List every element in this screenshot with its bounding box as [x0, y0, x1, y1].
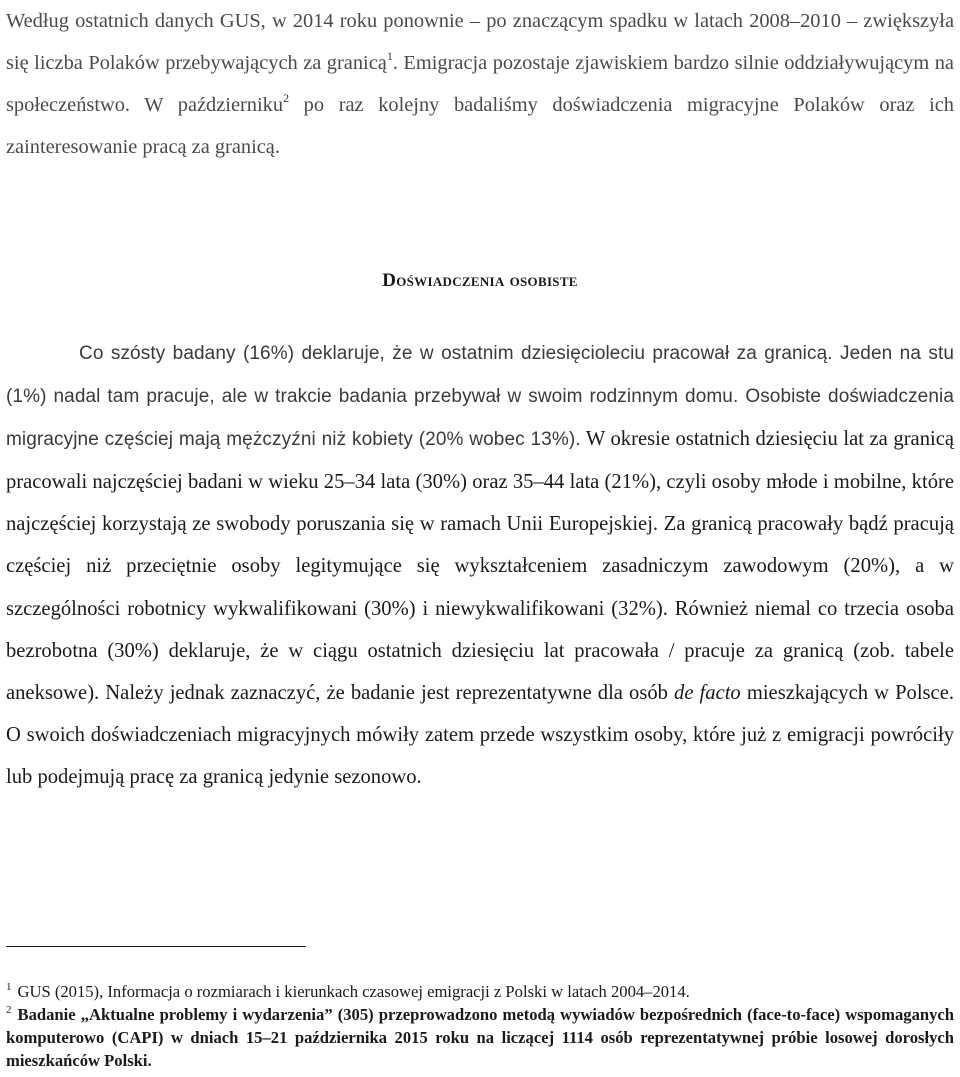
- body-sentence-2: W okresie ostatnich dziesięciu lat za granicą pracowali najczęściej badani w wieku 25–34 lata (30%) oraz 35–44 lata (21%), czyli osoby młode i mobilne, które najczęściej korzystają ze swobody poruszania się w ramach Unii Europejskiej.: [6, 428, 954, 536]
- body-sentence-3: Za granicą pracowały bądź pracują częściej niż przeciętnie osoby legitymujące się wykształceniem zasadniczym zawodowym (20%), a w szczególności robotnicy wykwalifikowani (30%) i niewykwalifikowani (32%). Również niemal co trzecia osoba bezrobotna (30%) deklaruje, że w ciągu ostatnich dziesięciu lat pracowała / pracuje za granicą (zob. tabele aneksowe).: [6, 513, 955, 704]
- footnote-text-2: Badanie „Aktualne problemy i wydarzenia” (305) przeprowadzono metodą wywiadów bezpośrednich (face-to-face) wspomaganych komputerowo (CAPI) w dniach 15–21 października 2015 roku na liczącej 1114 osób reprezentatywnej próbie losowej dorosłych mieszkańców Polski.: [6, 1005, 954, 1070]
- footnote-separator: [6, 946, 306, 947]
- body-sentence-4a: Należy jednak zaznaczyć, że badanie jest reprezentatywne dla osób: [99, 681, 675, 704]
- footnote-text-1: GUS (2015), Informacja o rozmiarach i kierunkach czasowej emigracji z Polski w latach 2004–2014.: [17, 982, 690, 1001]
- footnote-1: [6, 980, 954, 1003]
- body-sentence-1: Co szósty badany (16%) deklaruje, że w ostatnim dziesięcioleciu pracował za granicą. Jeden na stu (1%) nadal tam pracuje, ale w trakcie badania przebywał w swoim rodzinnym domu. Osobiste doświadczenia migracyjne częściej mają mężczyźni niż kobiety (20% wobec 13%).: [6, 343, 954, 451]
- intro-text-a: Według ostatnich danych GUS, w 2014 roku ponownie – po znaczącym spadku w latach 2008–2010 – zwiększyła się liczba Polaków przebywających za granicą: [6, 10, 954, 74]
- footnote-marker-2: 2: [6, 1004, 12, 1016]
- intro-text-b: . Emigracja pozostaje zjawiskiem bardzo silnie oddziaływującym na społeczeństwo. W październiku: [6, 52, 954, 116]
- intro-text-c: po raz kolejny badaliśmy doświadczenia migracyjne Polaków oraz ich zainteresowanie pracą za granicą.: [6, 94, 954, 158]
- section-heading: Doświadczenia osobiste: [382, 270, 578, 291]
- footnote-2: [6, 1003, 954, 1072]
- footnote-ref-2[interactable]: 2: [283, 91, 290, 105]
- footnote-ref-1[interactable]: 1: [386, 49, 393, 63]
- body-sentence-4b: mieszkających w Polsce. O swoich doświadczeniach migracyjnych mówiły zatem przede wszystkim osoby, które już z emigracji powróciły lub podejmują pracę za granicą jedynie sezonowo.: [6, 681, 954, 788]
- footnote-marker-1: 1: [6, 981, 12, 993]
- body-paragraph: [6, 332, 954, 798]
- body-italic-term: de facto: [674, 681, 741, 704]
- intro-paragraph: [6, 0, 954, 168]
